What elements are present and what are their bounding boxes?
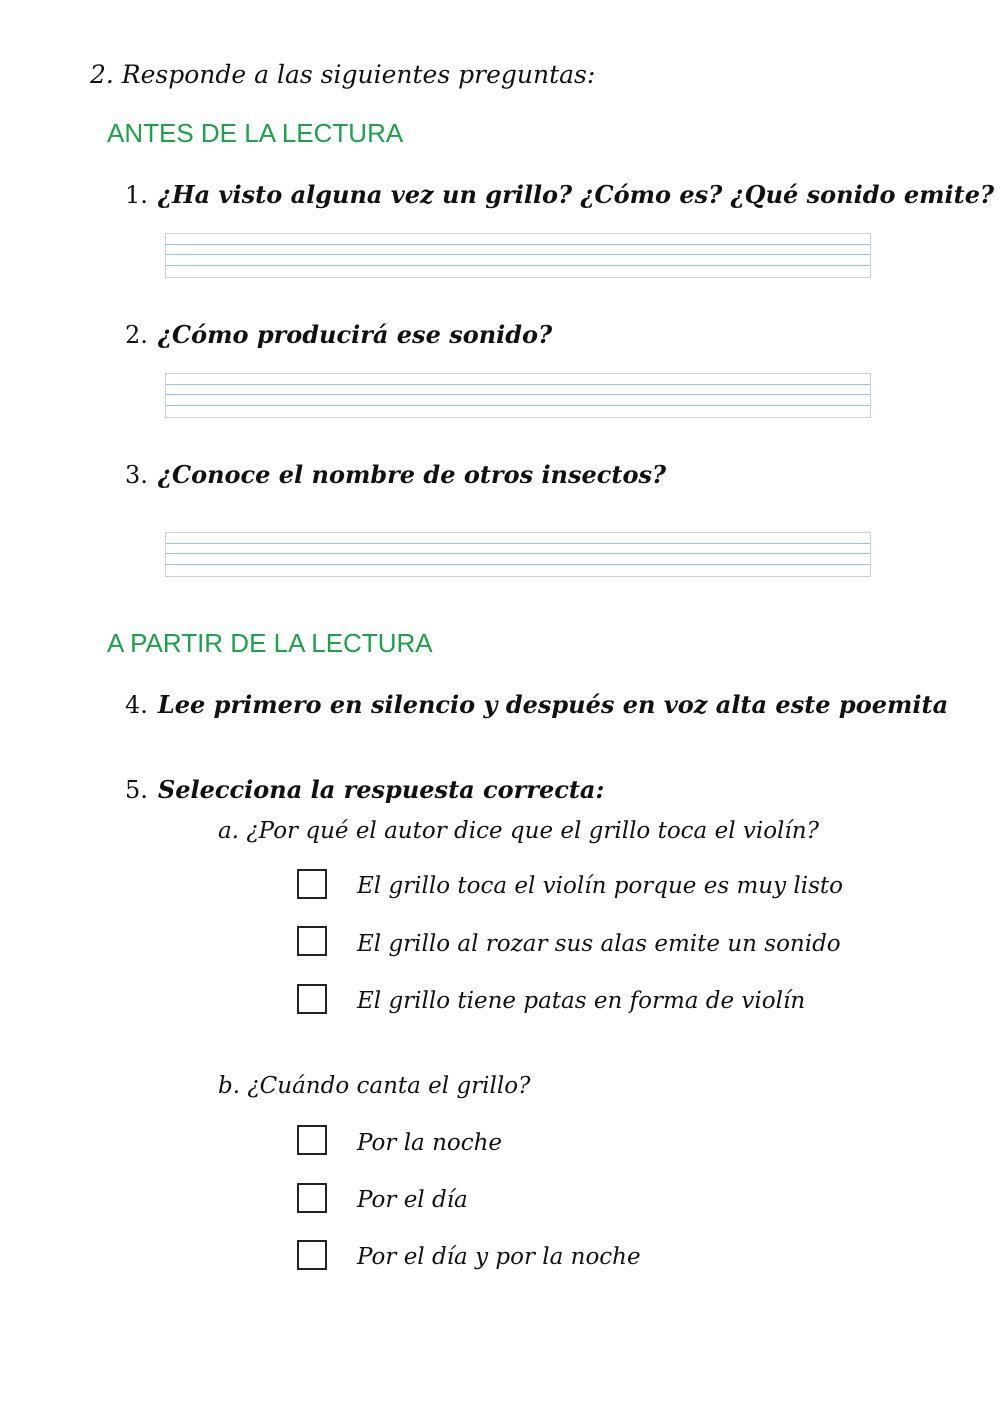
ruled-line	[166, 543, 870, 544]
answer-field-3[interactable]	[165, 532, 871, 577]
answer-field-2[interactable]	[165, 373, 871, 418]
answer-field-1[interactable]	[165, 233, 871, 278]
option-b-2-label: Por el día	[357, 1187, 468, 1213]
ruled-line	[166, 553, 870, 554]
ruled-line	[166, 394, 870, 395]
subquestion-b: b. ¿Cuándo canta el grillo?	[218, 1073, 531, 1099]
option-b-3-label: Por el día y por la noche	[357, 1244, 641, 1270]
checkbox-b-1[interactable]	[297, 1125, 327, 1155]
subquestion-a: a. ¿Por qué el autor dice que el grillo toca el violín?	[218, 818, 819, 844]
question-number: 1.	[125, 181, 148, 209]
question-text: ¿Ha visto alguna vez un grillo? ¿Cómo es? ¿Qué sonido emite?	[157, 180, 995, 209]
question-2	[125, 320, 552, 349]
ruled-line	[166, 564, 870, 565]
question-text: Lee primero en silencio y después en voz alta este poemita	[157, 690, 949, 719]
checkbox-a-2[interactable]	[297, 926, 327, 956]
option-a-3-label: El grillo tiene patas en forma de violín	[357, 988, 806, 1014]
ruled-line	[166, 254, 870, 255]
ruled-line	[166, 384, 870, 385]
question-4	[125, 690, 948, 719]
ruled-line	[166, 244, 870, 245]
option-a-1-label: El grillo toca el violín porque es muy listo	[357, 873, 843, 899]
section-heading-before: ANTES DE LA LECTURA	[107, 118, 404, 148]
question-5	[125, 775, 604, 804]
ruled-line	[166, 405, 870, 406]
checkbox-b-2[interactable]	[297, 1183, 327, 1213]
ruled-line	[166, 265, 870, 266]
checkbox-a-3[interactable]	[297, 984, 327, 1014]
section-heading-after: A PARTIR DE LA LECTURA	[107, 628, 433, 658]
question-number: 4.	[125, 691, 148, 719]
question-1	[125, 180, 994, 209]
question-text: Selecciona la respuesta correcta:	[157, 775, 605, 804]
question-text: ¿Cómo producirá ese sonido?	[157, 320, 553, 349]
option-b-1-label: Por la noche	[357, 1130, 503, 1156]
checkbox-a-1[interactable]	[297, 869, 327, 899]
exercise-title: 2. Responde a las siguientes preguntas:	[90, 60, 596, 89]
question-text: ¿Conoce el nombre de otros insectos?	[157, 460, 667, 489]
question-number: 2.	[125, 321, 148, 349]
question-number: 3.	[125, 461, 148, 489]
question-number: 5.	[125, 776, 148, 804]
option-a-2-label: El grillo al rozar sus alas emite un sonido	[357, 931, 841, 957]
checkbox-b-3[interactable]	[297, 1240, 327, 1270]
question-3	[125, 460, 666, 489]
